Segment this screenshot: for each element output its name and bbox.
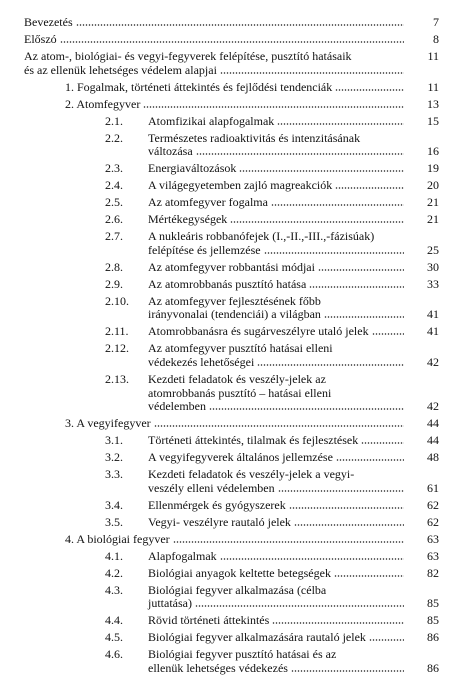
- toc-entry-page: 8: [433, 32, 439, 46]
- toc-entry-title: Az atomfegyver robbantási módjai: [148, 259, 315, 274]
- toc-entry-page: 42: [427, 354, 439, 369]
- toc-entry-line: [148, 213, 407, 226]
- toc-entry-line: [148, 145, 407, 158]
- toc-entry-page: 11: [427, 79, 439, 94]
- toc-entry-title: Atomrobbanásra és sugárveszélyre utaló jelek: [148, 324, 369, 339]
- toc-entry-title: Az atomfegyver fogalma: [148, 195, 268, 210]
- toc-entry-title: Kezdeti feladatok és veszély-jelek az: [148, 372, 326, 386]
- toc-entry-page: 86: [427, 630, 439, 645]
- toc-entry-title: Biológiai fegyver alkalmazása (célba: [148, 582, 327, 597]
- toc-entry-page: 41: [427, 324, 439, 339]
- toc-entry-number: 2.13.: [105, 372, 129, 386]
- toc-entry-title: felépítése és jellemzése: [148, 242, 261, 257]
- toc-entry-number: 3.5.: [105, 514, 123, 529]
- toc-entry-page: 85: [427, 613, 439, 628]
- dot-leader: [195, 605, 404, 607]
- toc-entry[interactable]: [0, 584, 467, 611]
- toc-entry[interactable]: [0, 196, 467, 210]
- toc-entry-line: [65, 417, 407, 430]
- toc-entry-number: 3.4.: [105, 497, 123, 512]
- toc-entry-number: 3.1.: [105, 433, 123, 448]
- toc-entry-number: 2.10.: [105, 293, 129, 308]
- toc-entry[interactable]: [0, 550, 467, 564]
- toc-entry-line: [148, 342, 333, 355]
- toc-entry-title: védelemben: [148, 399, 206, 414]
- dot-leader: [372, 333, 404, 335]
- toc-entry-line: [148, 356, 407, 369]
- toc-entry-title: Biológiai fegyver pusztító hatásai és az: [148, 647, 337, 662]
- toc-entry[interactable]: [0, 162, 467, 176]
- dot-leader: [154, 425, 404, 427]
- dot-leader: [369, 639, 404, 641]
- toc-entry-title: 3. A vegyifegyver: [65, 416, 151, 431]
- toc-entry-title: védekezés lehetőségei: [148, 354, 255, 369]
- toc-entry-page: 63: [427, 531, 439, 546]
- toc-entry-line: [148, 584, 326, 597]
- toc-entry-line: [65, 533, 407, 546]
- toc-entry-line: [148, 400, 407, 413]
- toc-entry[interactable]: [0, 295, 467, 322]
- toc-entry-title: Kezdeti feladatok és veszély-jelek a vegyi-: [148, 467, 355, 482]
- toc-entry-line: [65, 98, 407, 111]
- dot-leader: [271, 204, 404, 206]
- toc-entry-line: [148, 278, 407, 291]
- toc-entry-page: 16: [427, 144, 439, 159]
- toc-entry-number: 4.2.: [105, 565, 123, 580]
- toc-entry-line: [24, 64, 407, 77]
- toc-entry[interactable]: [0, 648, 467, 675]
- toc-entry-title: Bevezetés: [24, 15, 73, 29]
- dot-leader: [309, 286, 404, 288]
- toc-entry-page: 63: [427, 548, 439, 563]
- dot-leader: [220, 558, 404, 560]
- dot-leader: [272, 622, 404, 624]
- dot-leader: [257, 364, 404, 366]
- toc-entry-title: A nukleáris robbanófejek (I.,-II.,-III.,-fázisúak): [148, 229, 375, 244]
- dot-leader: [294, 524, 404, 526]
- toc-entry[interactable]: [0, 451, 467, 465]
- toc-entry[interactable]: [0, 179, 467, 193]
- toc-entry-page: 44: [427, 416, 439, 431]
- toc-entry-line: [148, 614, 407, 627]
- toc-entry-line: [148, 162, 407, 175]
- toc-entry-number: 2.7.: [105, 229, 123, 244]
- toc-entry-line: [148, 434, 407, 447]
- toc-entry-title: 2. Atomfegyver: [65, 96, 141, 111]
- toc-entry-line: [24, 16, 407, 29]
- dot-leader: [361, 442, 404, 444]
- toc-entry-title: 4. A biológiai fegyver: [65, 531, 170, 546]
- toc-entry-line: [148, 648, 336, 661]
- toc-entry-line: [148, 308, 407, 321]
- toc-entry-number: 2.1.: [105, 113, 123, 128]
- dot-leader: [209, 408, 404, 410]
- toc-entry-page: 86: [427, 660, 439, 675]
- toc-entry-line: [148, 179, 407, 192]
- toc-entry-page: 41: [427, 307, 439, 322]
- toc-entry[interactable]: [0, 417, 467, 431]
- toc-entry-page: 42: [427, 399, 439, 414]
- dot-leader: [318, 269, 404, 271]
- toc-entry[interactable]: [0, 16, 467, 30]
- toc-entry-page: 11: [427, 49, 439, 63]
- toc-entry-number: 4.6.: [105, 647, 123, 662]
- toc-entry-number: 4.5.: [105, 630, 123, 645]
- toc-entry[interactable]: [0, 98, 467, 112]
- toc-entry-line: [65, 81, 407, 94]
- toc-entry-line: [148, 516, 407, 529]
- toc-entry-title: Biológiai fegyver alkalmazására rautaló jelek: [148, 630, 366, 645]
- dot-leader: [196, 153, 404, 155]
- toc-entry-title: Energiaváltozások: [148, 161, 237, 176]
- dot-leader: [143, 106, 404, 108]
- toc-entry-page: 21: [427, 195, 439, 210]
- toc-entry-line: [148, 451, 407, 464]
- toc-entry-page: 48: [427, 450, 439, 465]
- toc-entry[interactable]: [0, 81, 467, 95]
- toc-entry-title: Biológiai anyagok keltette betegségek: [148, 565, 331, 580]
- toc-entry-page: 62: [427, 497, 439, 512]
- dot-leader: [239, 170, 404, 172]
- toc-entry-title: Rövid történeti áttekintés: [148, 613, 270, 628]
- toc-entry[interactable]: [0, 533, 467, 547]
- dot-leader: [230, 221, 404, 223]
- toc-entry-title: Történeti áttekintés, tilalmak és fejlesztések: [148, 433, 359, 448]
- toc-entry-line: [148, 567, 407, 580]
- dot-leader: [278, 490, 404, 492]
- toc-entry-page: 20: [427, 178, 439, 193]
- toc-entry-title: veszély elleni védelemben: [148, 480, 275, 495]
- toc-entry[interactable]: [0, 434, 467, 448]
- toc-entry-title: A vegyifegyverek általános jellemzése: [148, 450, 333, 465]
- toc-entry-line: [148, 550, 407, 563]
- toc-entry[interactable]: [0, 373, 467, 414]
- toc-entry-line: [148, 261, 407, 274]
- toc-entry-number: 2.9.: [105, 276, 123, 291]
- dot-leader: [60, 41, 404, 43]
- toc-entry-title: és az ellenük lehetséges védelem alapjai: [24, 62, 217, 77]
- toc-entry-page: 44: [427, 433, 439, 448]
- toc-entry-line: [148, 325, 407, 338]
- toc-entry-title: juttatása): [148, 596, 192, 611]
- toc-entry[interactable]: [0, 567, 467, 581]
- toc-entry-title: Vegyi- veszélyre rautaló jelek: [148, 514, 291, 529]
- dot-leader: [291, 670, 404, 672]
- toc-entry-line: [148, 196, 407, 209]
- dot-leader: [76, 24, 404, 26]
- toc-entry[interactable]: [0, 499, 467, 513]
- toc-entry-title: Természetes radioaktivitás és intenzitásának: [148, 130, 361, 145]
- toc-entry-number: 3.2.: [105, 450, 123, 465]
- toc-entry-line: [148, 387, 331, 400]
- toc-entry-number: 2.8.: [105, 259, 123, 274]
- toc-entry[interactable]: [0, 115, 467, 129]
- toc-entry-line: [148, 295, 321, 308]
- toc-entry-title: Mértékegységek: [148, 212, 228, 227]
- toc-entry-page: 7: [433, 15, 439, 29]
- toc-entry[interactable]: [0, 33, 467, 47]
- toc-entry-line: [148, 597, 407, 610]
- toc-entry-number: 2.3.: [105, 161, 123, 176]
- toc-entry-number: 4.4.: [105, 613, 123, 628]
- toc-entry-number: 2.5.: [105, 195, 123, 210]
- toc-entry-page: 82: [427, 565, 439, 580]
- dot-leader: [277, 123, 404, 125]
- dot-leader: [220, 72, 404, 74]
- toc-entry-line: [24, 50, 352, 63]
- toc-entry-page: 33: [427, 276, 439, 291]
- toc-entry-title: változása: [148, 144, 193, 159]
- dot-leader: [334, 575, 404, 577]
- toc-entry-title: Alapfogalmak: [148, 548, 217, 563]
- toc-entry[interactable]: [0, 278, 467, 292]
- toc-entry-page: 25: [427, 242, 439, 257]
- toc-entry-title: Előszó: [24, 32, 57, 46]
- dot-leader: [264, 252, 404, 254]
- toc-entry-page: 19: [427, 161, 439, 176]
- toc-entry-page: 15: [427, 113, 439, 128]
- toc-entry-title: 1. Fogalmak, történeti áttekintés és fejlődési tendenciák: [65, 79, 333, 94]
- toc-entry-number: 2.12.: [105, 341, 129, 356]
- toc-entry[interactable]: [0, 342, 467, 369]
- toc-entry[interactable]: [0, 132, 467, 159]
- toc-entry-title: atomrobbanás pusztító – hatásai elleni: [148, 385, 332, 400]
- toc-entry-page: 21: [427, 212, 439, 227]
- toc-entry-page: 62: [427, 514, 439, 529]
- toc-entry-line: [148, 373, 326, 386]
- toc-entry-title: ellenük lehetséges védekezés: [148, 660, 288, 675]
- toc-entry-title: Atomfizikai alapfogalmak: [148, 113, 275, 128]
- toc-entry-number: 2.2.: [105, 130, 123, 145]
- toc-entry-title: A világegyetemben zajló magreakciók: [148, 178, 333, 193]
- dot-leader: [324, 316, 404, 318]
- toc-entry-page: 61: [427, 480, 439, 495]
- toc-entry[interactable]: [0, 516, 467, 530]
- toc-entry-title: Az atomrobbanás pusztító hatása: [148, 276, 307, 291]
- toc-entry[interactable]: [0, 614, 467, 628]
- toc-entry-line: [148, 244, 407, 257]
- toc-entry-page: 30: [427, 259, 439, 274]
- toc-entry-number: 2.6.: [105, 212, 123, 227]
- toc-entry-line: [148, 115, 407, 128]
- dot-leader: [335, 187, 404, 189]
- toc-entry-title: Az atomfegyver fejlesztésének főbb: [148, 293, 321, 308]
- toc-entry-number: 2.11.: [105, 324, 129, 339]
- toc-entry-line: [148, 132, 360, 145]
- toc-entry[interactable]: [0, 325, 467, 339]
- toc-entry[interactable]: [0, 50, 467, 77]
- toc-entry-title: irányvonalai (tendenciái) a világban: [148, 307, 321, 322]
- toc-entry[interactable]: [0, 213, 467, 227]
- dot-leader: [173, 541, 404, 543]
- toc-entry[interactable]: [0, 468, 467, 495]
- toc-entry-number: 2.4.: [105, 178, 123, 193]
- dot-leader: [335, 89, 404, 91]
- toc-entry-title: Ellenmérgek és gyógyszerek: [148, 497, 286, 512]
- toc-entry-line: [148, 468, 354, 481]
- toc-entry-number: 4.3.: [105, 582, 123, 597]
- toc-entry-title: Az atomfegyver pusztító hatásai elleni: [148, 341, 333, 356]
- toc-entry-title: Az atom-, biológiai- és vegyi-fegyverek felépítése, pusztító hatásaik: [24, 49, 352, 63]
- toc-entry[interactable]: [0, 230, 467, 257]
- dot-leader: [336, 459, 404, 461]
- toc-entry-line: [148, 499, 407, 512]
- toc-entry-line: [148, 631, 407, 644]
- toc-entry-number: 3.3.: [105, 467, 123, 482]
- toc-entry-line: [148, 482, 407, 495]
- toc-entry-line: [148, 662, 407, 675]
- toc-entry-line: [24, 33, 407, 46]
- toc-entry-page: 13: [427, 96, 439, 111]
- toc-entry-line: [148, 230, 374, 243]
- toc-entry-page: 85: [427, 596, 439, 611]
- toc-entry-number: 4.1.: [105, 548, 123, 563]
- dot-leader: [289, 507, 404, 509]
- toc-entry[interactable]: [0, 631, 467, 645]
- toc-entry[interactable]: [0, 261, 467, 275]
